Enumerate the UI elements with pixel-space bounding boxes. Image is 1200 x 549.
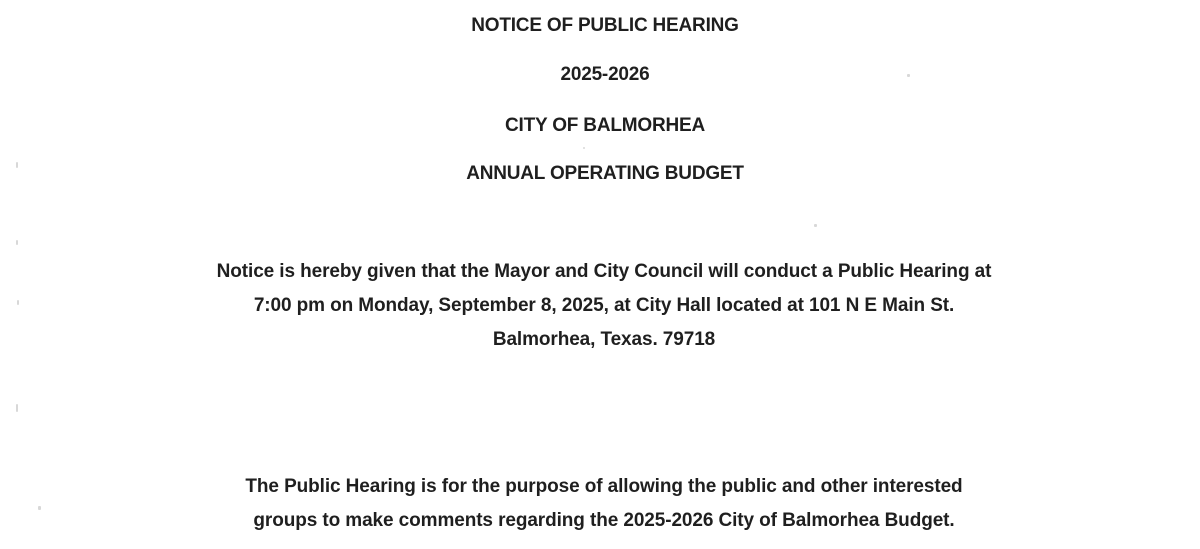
scan-speck bbox=[583, 147, 585, 149]
scan-speck bbox=[907, 74, 910, 77]
hearing-details-line-3: Balmorhea, Texas. 79718 bbox=[492, 329, 716, 350]
notice-title: NOTICE OF PUBLIC HEARING bbox=[471, 15, 739, 36]
hearing-purpose-line-2: groups to make comments regarding the 2025-2026 City of Balmorhea Budget. bbox=[253, 510, 955, 531]
hearing-details-line-2: 7:00 pm on Monday, September 8, 2025, at City Hall located at 101 N E Main St. bbox=[253, 295, 955, 316]
fiscal-year-heading: 2025-2026 bbox=[560, 64, 650, 85]
scan-speck bbox=[38, 506, 41, 510]
scan-speck bbox=[16, 240, 18, 245]
city-name-heading: CITY OF BALMORHEA bbox=[505, 115, 705, 136]
scan-speck bbox=[16, 162, 18, 168]
budget-heading: ANNUAL OPERATING BUDGET bbox=[466, 163, 744, 184]
hearing-purpose-line-1: The Public Hearing is for the purpose of allowing the public and other interested bbox=[245, 476, 963, 497]
scan-speck bbox=[814, 224, 817, 227]
hearing-details-paragraph bbox=[0, 255, 1200, 357]
scan-speck bbox=[17, 300, 19, 305]
scan-speck bbox=[16, 404, 18, 412]
hearing-purpose-paragraph bbox=[0, 470, 1200, 538]
hearing-details-line-1: Notice is hereby given that the Mayor and City Council will conduct a Public Hearing at bbox=[216, 261, 992, 282]
